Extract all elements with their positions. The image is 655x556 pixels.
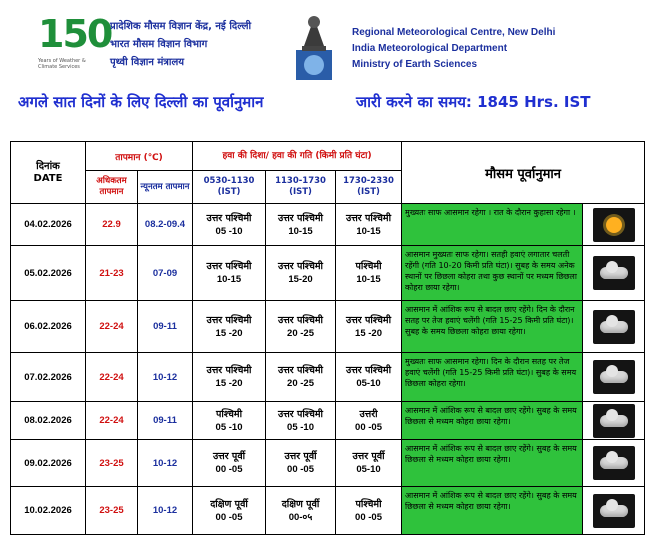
wind-speed: 15 -20 (355, 327, 382, 339)
wind-direction: उत्तर पूर्वी (352, 451, 385, 462)
weather-icon-cell (583, 204, 645, 246)
wind-direction: उत्तर पश्चिमी (346, 314, 392, 326)
national-emblem-icon (290, 10, 338, 84)
english-org-line-2: India Meteorological Department (352, 43, 508, 54)
wind-direction: उत्तर पश्चिमी (277, 261, 324, 272)
wind-direction: दक्षिण पूर्वी (210, 498, 248, 510)
wind-speed: 00 -05 (355, 511, 382, 523)
wind-speed: 15-20 (288, 274, 313, 285)
logo-caption: Years of Weather & Climate Services (38, 58, 86, 70)
wind-cell-3 (336, 402, 402, 440)
wind-speed: 15 -20 (215, 378, 243, 389)
forecast-table (10, 141, 645, 535)
wind-speed: 00 -05 (355, 421, 382, 433)
wind-cell-1 (193, 440, 266, 487)
wind-direction: उत्तर पश्चिमी (206, 261, 252, 272)
issue-time: जारी करने का समय: 1845 Hrs. IST (356, 93, 591, 111)
temperature-header: तापमान (℃) (86, 142, 193, 171)
cloud-icon (593, 446, 635, 480)
date-cell: 04.02.2026 (11, 204, 86, 246)
wind-speed: 10-15 (356, 274, 381, 285)
max-temp-cell: 23-25 (86, 487, 138, 535)
cloud-icon (593, 310, 635, 344)
wind-cell-1 (193, 402, 266, 440)
wind-cell-2 (266, 246, 336, 301)
date-cell: 06.02.2026 (11, 301, 86, 353)
wind-cell-3 (336, 440, 402, 487)
wind-direction: उत्तर पश्चिमी (206, 212, 252, 224)
cloud-icon (593, 404, 635, 438)
wind-cell-1 (193, 353, 266, 402)
wind-direction: पश्चिमी (355, 498, 382, 510)
wind-speed: 20 -25 (287, 378, 314, 389)
wind-speed: 20 -25 (287, 327, 314, 339)
wind-cell-2 (266, 402, 336, 440)
forecast-text: आसमान मुख्यतः साफ रहेगा। सतही हवाएं लगातार चलती रहेंगी (गति 10-20 किमी प्रति घंटा)। सुबह के समय अनेक स्थानों पर छिछला कोहरा तथा कुछ स्थानों पर मध्यम छिछला कोहरा छाया रहेगा। (402, 246, 583, 301)
weather-icon-cell (583, 353, 645, 402)
wind-speed: 05 -10 (215, 225, 243, 237)
max-temp-cell: 23-25 (86, 440, 138, 487)
max-temp-header: अधिकतम तापमान (86, 171, 138, 204)
max-temp-cell: 22-24 (86, 301, 138, 353)
wind-direction: पश्चिमी (215, 408, 243, 420)
wind-speed: 10-15 (288, 225, 313, 237)
forecast-text: आसमान में आंशिक रूप से बादल छाए रहेंगे। सुबह के समय छिछला से मध्यम कोहरा छाया रहेगा। (402, 402, 583, 440)
imd-150-logo (38, 12, 112, 70)
slot-header-3: 1730-2330 (IST) (336, 171, 402, 204)
date-cell: 09.02.2026 (11, 440, 86, 487)
english-org-line-3: Ministry of Earth Sciences (352, 59, 478, 70)
date-cell: 08.02.2026 (11, 402, 86, 440)
table-row (11, 402, 645, 440)
wind-direction: उत्तर पश्चिमी (346, 365, 392, 376)
weather-icon-cell (583, 487, 645, 535)
wind-direction: उत्तर पूर्वी (212, 451, 246, 462)
wind-direction: उत्तर पश्चिमी (277, 408, 324, 420)
cloud-icon (593, 256, 635, 290)
table-row (11, 353, 645, 402)
sun-icon (593, 208, 635, 242)
wind-cell-2 (266, 301, 336, 353)
table-row (11, 487, 645, 535)
hindi-org-line-2: भारत मौसम विज्ञान विभाग (110, 39, 208, 50)
max-temp-cell: 21-23 (86, 246, 138, 301)
wind-direction: उत्तर पश्चिमी (277, 212, 324, 224)
min-temp-header: न्यूनतम तापमान (138, 171, 193, 204)
date-cell: 05.02.2026 (11, 246, 86, 301)
wind-speed: 10-15 (216, 274, 242, 285)
min-temp-cell: 10-12 (138, 353, 193, 402)
table-row (11, 204, 645, 246)
title-bar (0, 92, 655, 118)
wind-direction: उत्तर पश्चिमी (346, 212, 392, 224)
hindi-org-line-3: पृथ्वी विज्ञान मंत्रालय (110, 57, 185, 68)
wind-speed: 05-10 (356, 378, 381, 389)
date-cell: 10.02.2026 (11, 487, 86, 535)
wind-cell-1 (193, 301, 266, 353)
wind-speed: 00 -05 (287, 464, 314, 475)
wind-direction: उत्तर पश्चिमी (206, 365, 252, 376)
min-temp-cell: 10-12 (138, 440, 193, 487)
max-temp-cell: 22-24 (86, 402, 138, 440)
wind-speed: 05-10 (356, 464, 381, 475)
wind-cell-1 (193, 246, 266, 301)
logo-number: 150 (38, 12, 112, 56)
english-org-line-1: Regional Meteorological Centre, New Delhi (352, 27, 556, 38)
wind-cell-2 (266, 487, 336, 535)
forecast-text: आसमान में आंशिक रूप से बादल छाए रहेंगे। सुबह के समय छिछला से मध्यम कोहरा छाया रहेगा। (402, 440, 583, 487)
wind-cell-2 (266, 204, 336, 246)
wind-speed: 05 -10 (215, 421, 243, 433)
max-temp-cell: 22.9 (86, 204, 138, 246)
forecast-text: आसमान में आंशिक रूप से बादल छाए रहेंगे। दिन के दौरान सतह पर तेज हवाएं चलेंगी (गति 15-25 किमी प्रति घंटा)। सुबह के समय छिछला कोहरा छाया रहेगा। (402, 301, 583, 353)
forecast-text: मुख्यतः साफ आसमान रहेगा । रात के दौरान कुहासा रहेगा । (402, 204, 583, 246)
wind-direction: उत्तरी (359, 408, 378, 420)
wind-cell-2 (266, 353, 336, 402)
hindi-org-line-1: प्रादेशिक मौसम विज्ञान केंद्र, नई दिल्ली (110, 21, 252, 32)
min-temp-cell: 09-11 (138, 402, 193, 440)
max-temp-cell: 22-24 (86, 353, 138, 402)
wind-direction: पश्चिमी (355, 261, 382, 272)
table-row (11, 301, 645, 353)
cloud-icon (593, 360, 635, 394)
min-temp-cell: 10-12 (138, 487, 193, 535)
weather-icon-cell (583, 301, 645, 353)
min-temp-cell: 09-11 (138, 301, 193, 353)
wind-speed: 00 -05 (215, 464, 243, 475)
weather-icon-cell (583, 402, 645, 440)
wind-direction: उत्तर पश्चिमी (206, 314, 252, 326)
forecast-text: आसमान में आंशिक रूप से बादल छाए रहेंगे। सुबह के समय छिछला से मध्यम कोहरा छाया रहेगा। (402, 487, 583, 535)
wind-cell-3 (336, 301, 402, 353)
weather-icon-cell (583, 440, 645, 487)
wind-direction: उत्तर पश्चिमी (277, 365, 324, 376)
slot-header-1: 0530-1130 (IST) (193, 171, 266, 204)
min-temp-cell: 07-09 (138, 246, 193, 301)
wind-cell-2 (266, 440, 336, 487)
wind-header: हवा की दिशा/ हवा की गति (किमी प्रति घंटा) (193, 142, 402, 171)
wind-cell-3 (336, 487, 402, 535)
wind-speed: 00 -05 (215, 511, 243, 523)
wind-cell-3 (336, 353, 402, 402)
weather-icon-cell (583, 246, 645, 301)
wind-direction: दक्षिण पूर्वी (281, 498, 320, 510)
wind-direction: उत्तर पूर्वी (284, 451, 317, 462)
min-temp-cell: 08.2-09.4 (138, 204, 193, 246)
forecast-header: मौसम पूर्वानुमान (402, 142, 645, 204)
table-row (11, 246, 645, 301)
date-cell: 07.02.2026 (11, 353, 86, 402)
wind-cell-1 (193, 204, 266, 246)
wind-cell-3 (336, 246, 402, 301)
forecast-text: मुख्यतः साफ आसमान रहेगा। दिन के दौरान सतह पर तेज हवाएं चलेंगी (गति 15-25 किमी प्रति घंटा)। सुबह के समय छिछला कोहरा रहेगा। (402, 353, 583, 402)
wind-speed: 00-०५ (288, 511, 313, 523)
cloud-icon (593, 494, 635, 528)
wind-cell-1 (193, 487, 266, 535)
wind-direction: उत्तर पश्चिमी (277, 314, 324, 326)
table-row (11, 440, 645, 487)
date-header: दिनांक DATE (11, 142, 86, 204)
wind-speed: 15 -20 (215, 327, 243, 339)
wind-speed: 10-15 (356, 225, 381, 237)
slot-header-2: 1130-1730 (IST) (266, 171, 336, 204)
wind-speed: 05 -10 (287, 421, 314, 433)
forecast-title: अगले सात दिनों के लिए दिल्ली का पूर्वानुमान (18, 93, 264, 111)
page-header (0, 0, 655, 88)
wind-cell-3 (336, 204, 402, 246)
